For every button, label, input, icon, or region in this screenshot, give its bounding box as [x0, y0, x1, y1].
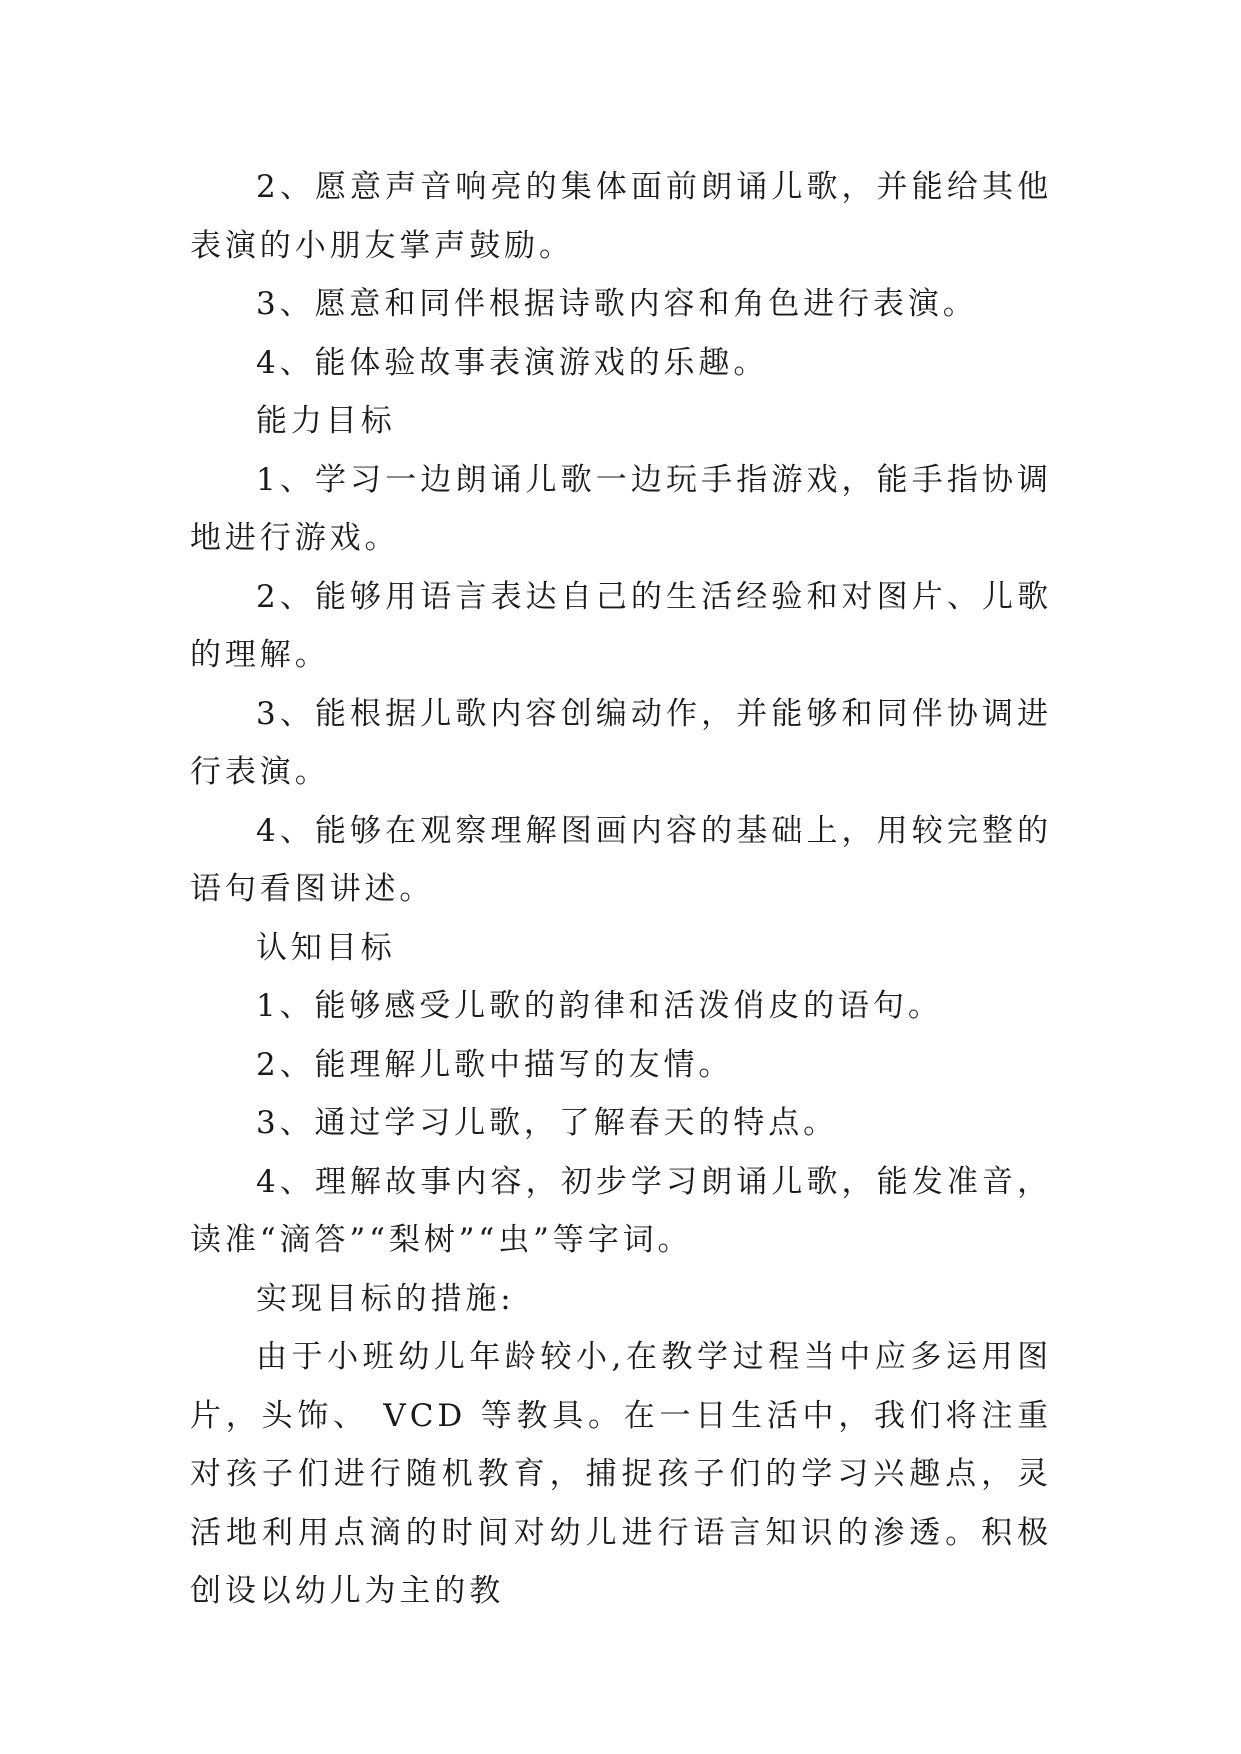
paragraph-goal-4: 4、能体验故事表演游戏的乐趣。: [256, 344, 769, 381]
paragraph-goal-3: 3、愿意和同伴根据诗歌内容和角色进行表演。: [256, 286, 978, 322]
paragraph-ability-3: 3、能根据儿歌内容创编动作，并能够和同伴协调进行表演。: [190, 695, 1052, 790]
section-heading-cognitive: 认知目标: [256, 929, 396, 966]
paragraph-cognitive-4: 4、理解故事内容，初步学习朗诵儿歌，能发准音，读准“滴答”“梨树”“虫”等字词。: [190, 1163, 1052, 1258]
paragraph-cognitive-3: 3、通过学习儿歌，了解春天的特点。: [256, 1105, 839, 1141]
paragraph-goal-2: 2、愿意声音响亮的集体面前朗诵儿歌，并能给其他表演的小朋友掌声鼓励。: [190, 169, 1052, 264]
section-heading-measures: 实现目标的措施:: [256, 1280, 515, 1317]
paragraph-cognitive-1: 1、能够感受儿歌的韵律和活泼俏皮的语句。: [256, 988, 943, 1024]
paragraph-cognitive-2: 2、能理解儿歌中描写的友情。: [256, 1046, 734, 1083]
paragraph-ability-1: 1、学习一边朗诵儿歌一边玩手指游戏，能手指协调地进行游戏。: [190, 461, 1052, 556]
paragraph-ability-4: 4、能够在观察理解图画内容的基础上，用较完整的语句看图讲述。: [190, 812, 1052, 907]
paragraph-measures: 由于小班幼儿年龄较小,在教学过程当中应多运用图片，头饰、 VCD 等教具。在一日生活中，我们将注重对孩子们进行随机教育，捕捉孩子们的学习兴趣点，灵活地利用点滴的时间对幼儿进行语言知识的渗透。积极创设以幼儿为主的教: [190, 1339, 1052, 1609]
section-heading-ability: 能力目标: [256, 403, 396, 439]
paragraph-ability-2: 2、能够用语言表达自己的生活经验和对图片、儿歌的理解。: [190, 578, 1052, 673]
document-body: [190, 158, 1052, 1621]
